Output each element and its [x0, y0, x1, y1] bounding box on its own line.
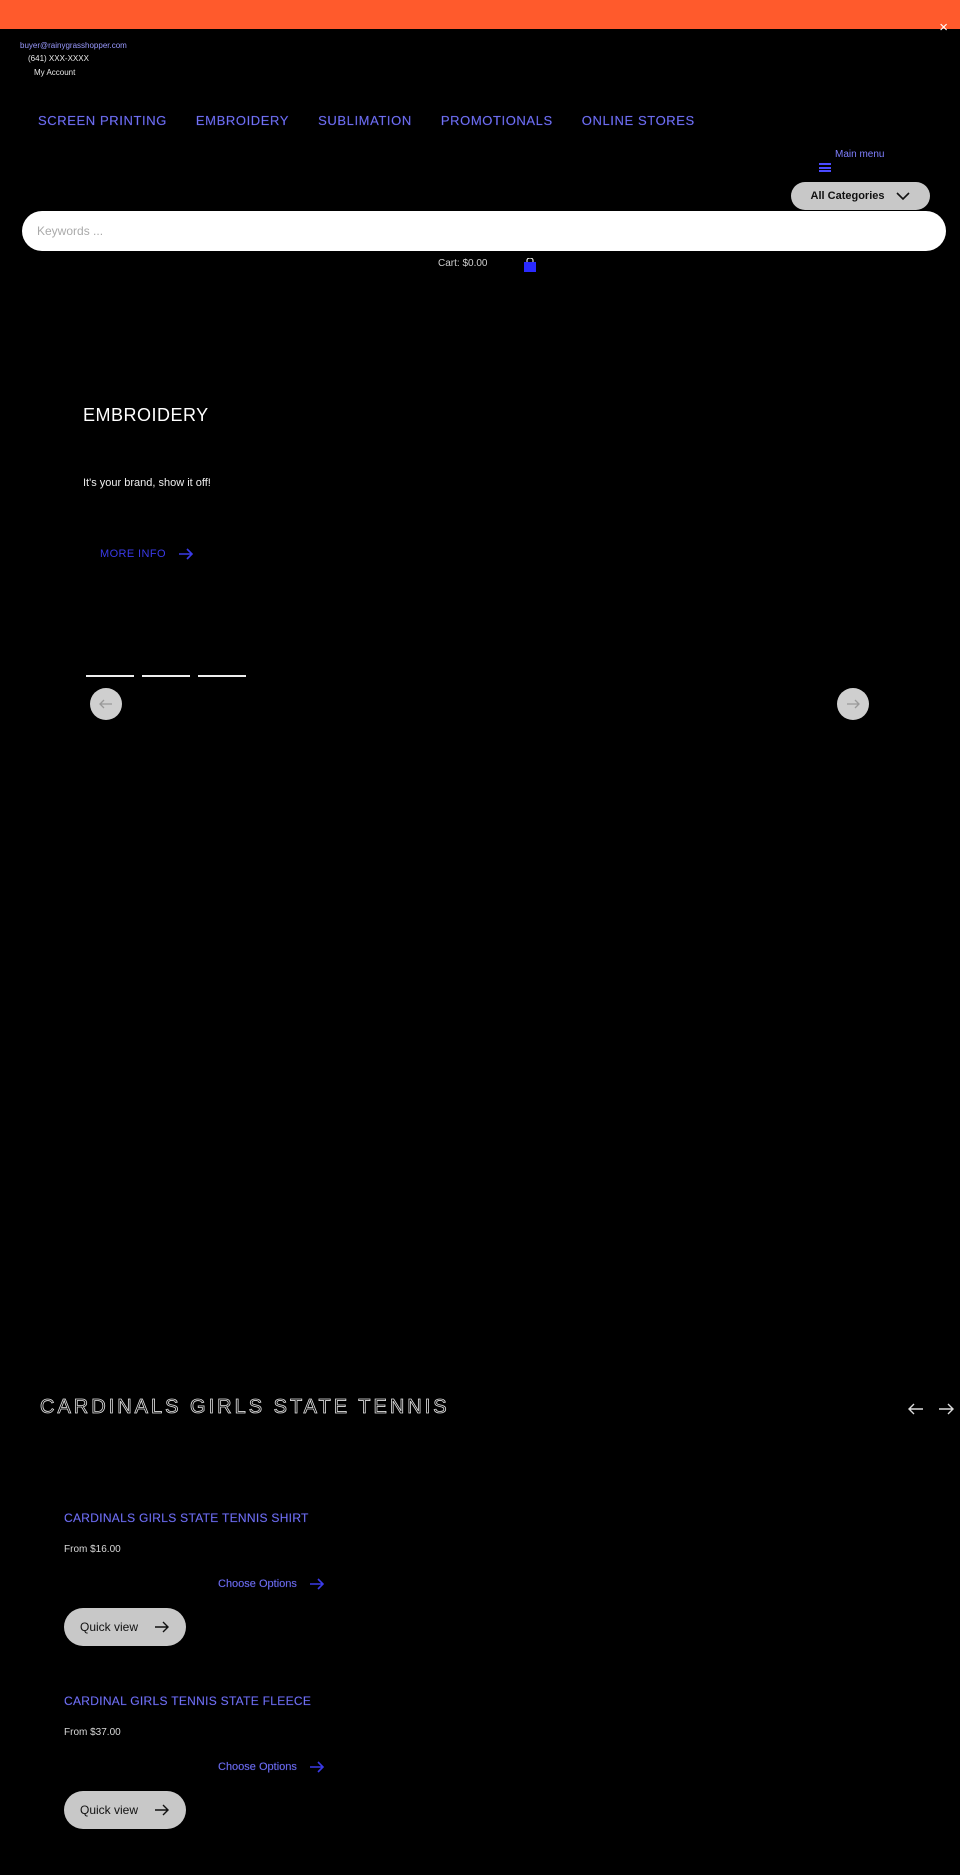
- choose-options-button[interactable]: [218, 1578, 325, 1590]
- slide-indicator-2[interactable]: [142, 675, 190, 677]
- arrow-right-icon: [309, 1578, 325, 1590]
- product-price: From $37.00: [64, 1727, 121, 1738]
- quick-view-label: Quick view: [79, 1620, 138, 1634]
- arrow-right-icon: [309, 1761, 325, 1773]
- choose-options-label: Choose Options: [218, 1578, 297, 1590]
- nav-item-sublimation[interactable]: SUBLIMATION: [318, 113, 412, 128]
- collection-title: CARDINALS GIRLS STATE TENNIS: [40, 1396, 450, 1418]
- main-menu-label[interactable]: Main menu: [835, 149, 885, 160]
- arrow-left-icon: [99, 699, 113, 709]
- contact-email-link[interactable]: buyer@rainygrasshopper.com: [20, 41, 127, 50]
- product-card: [64, 1511, 364, 1681]
- quick-view-button[interactable]: [64, 1608, 186, 1646]
- quick-view-label: Quick view: [79, 1803, 138, 1817]
- hamburger-menu-icon[interactable]: [819, 163, 831, 172]
- search-input[interactable]: [22, 211, 946, 251]
- slide-indicator-3[interactable]: [198, 675, 246, 677]
- choose-options-button[interactable]: [218, 1761, 325, 1773]
- nav-item-embroidery[interactable]: EMBROIDERY: [195, 113, 290, 128]
- slider-pagination: [86, 675, 246, 677]
- cart-total[interactable]: Cart: $0.00: [438, 258, 488, 269]
- my-account-link[interactable]: My Account: [34, 68, 76, 77]
- product-title[interactable]: CARDINAL GIRLS TENNIS STATE FLEECE: [64, 1694, 312, 1708]
- arrow-right-icon: [846, 699, 860, 709]
- category-select[interactable]: [791, 182, 930, 210]
- main-navigation: [38, 113, 695, 127]
- more-info-label: MORE INFO: [100, 548, 166, 560]
- nav-item-online-stores[interactable]: ONLINE STORES: [581, 113, 695, 128]
- slider-next-button[interactable]: [837, 688, 869, 720]
- product-price: From $16.00: [64, 1544, 121, 1555]
- more-info-button[interactable]: [100, 548, 194, 560]
- announcement-bar: [0, 0, 960, 29]
- nav-item-screen-printing[interactable]: SCREEN PRINTING: [38, 113, 167, 128]
- product-card: [64, 1694, 364, 1864]
- slide-indicator-1[interactable]: [86, 675, 134, 677]
- collection-prev-arrow-icon[interactable]: [908, 1403, 924, 1415]
- arrow-right-icon: [154, 1804, 170, 1816]
- choose-options-label: Choose Options: [218, 1761, 297, 1773]
- quick-view-button[interactable]: [64, 1791, 186, 1829]
- hero-title: EMBROIDERY: [83, 405, 209, 425]
- collection-next-arrow-icon[interactable]: [938, 1403, 954, 1415]
- arrow-right-icon: [178, 548, 194, 560]
- nav-item-promotionals[interactable]: PROMOTIONALS: [440, 113, 553, 128]
- hero-subtitle: It's your brand, show it off!: [83, 477, 211, 489]
- slider-prev-button[interactable]: [90, 688, 122, 720]
- contact-phone[interactable]: (641) XXX-XXXX: [28, 54, 89, 63]
- shopping-bag-icon[interactable]: [524, 258, 536, 272]
- product-title[interactable]: CARDINALS GIRLS STATE TENNIS SHIRT: [64, 1511, 309, 1525]
- chevron-down-icon: [896, 192, 910, 201]
- close-icon[interactable]: ×: [939, 19, 948, 36]
- category-select-label: All Categories: [810, 190, 885, 202]
- arrow-right-icon: [154, 1621, 170, 1633]
